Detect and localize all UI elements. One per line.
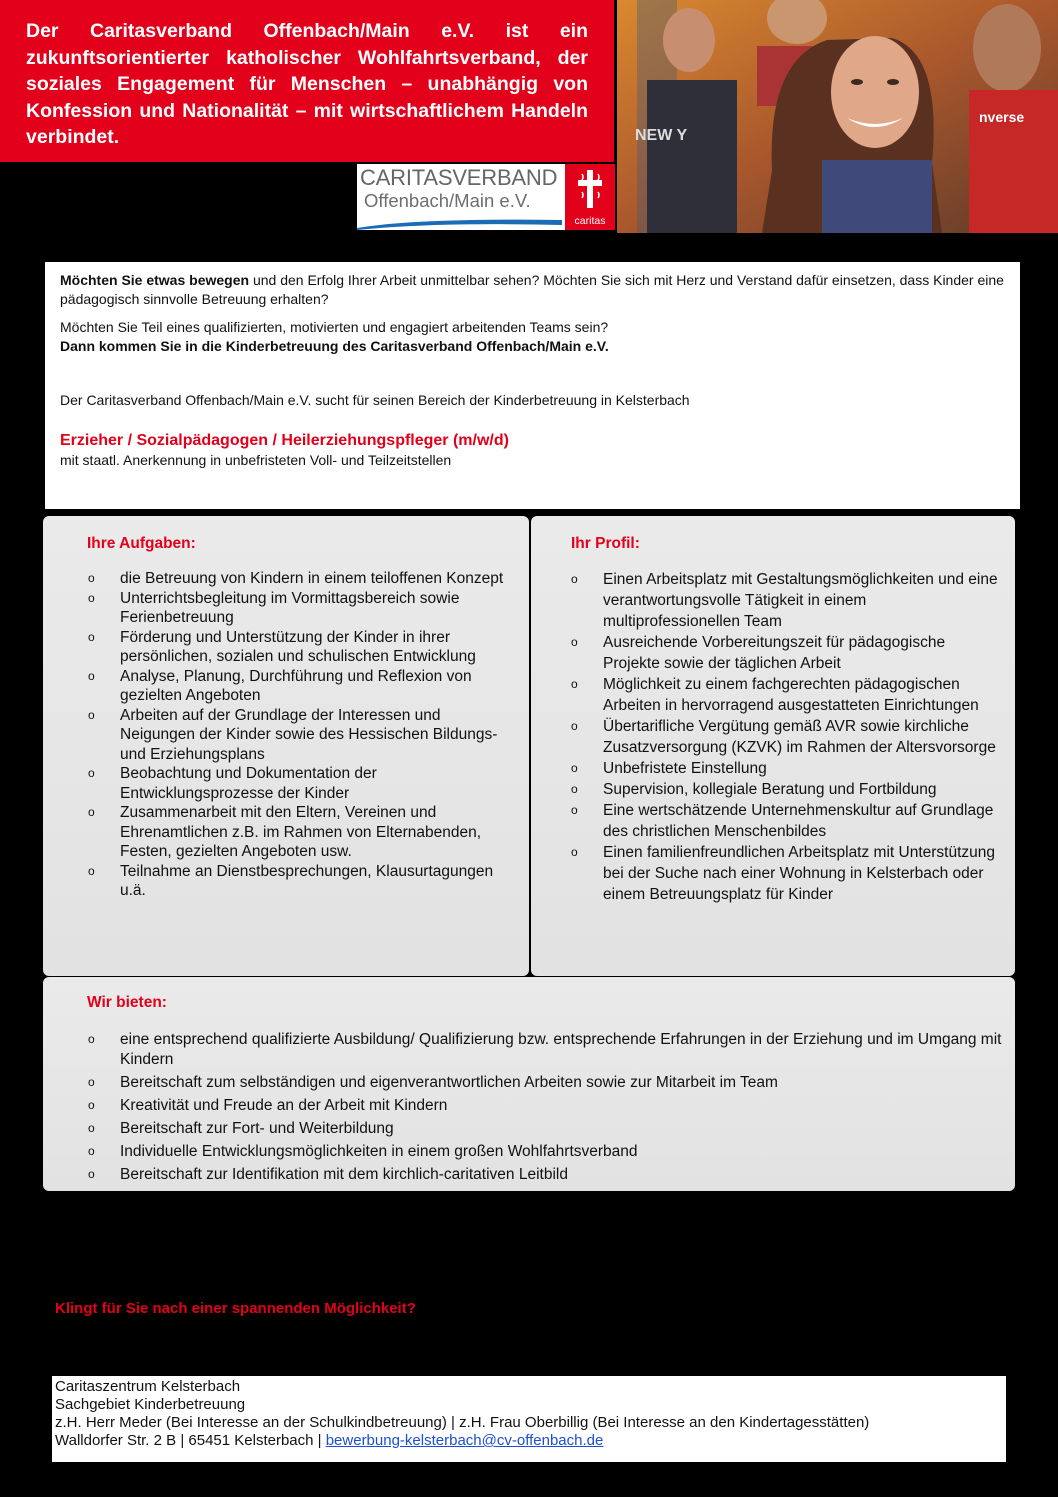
job-title: Erzieher / Sozialpädagogen / Heilerziehungspfleger (m/w/d)	[60, 432, 509, 449]
contact-line-1: Caritaszentrum Kelsterbach	[55, 1378, 241, 1395]
bullet-icon: o	[88, 1143, 95, 1158]
bullet-icon: o	[571, 719, 578, 733]
bullet-icon: o	[571, 635, 578, 649]
list-item-text: Zusammenarbeit mit den Eltern, Vereinen und Ehrenamtlichen z.B. im Rahmen von Elternabenden, Festen, gezielten Angeboten usw.	[120, 804, 482, 860]
list-item	[571, 758, 1003, 779]
list-item-text: Bereitschaft zur Identifikation mit dem kirchlich-caritativen Leitbild	[120, 1165, 568, 1183]
list-item	[88, 667, 513, 706]
logo-line2: Offenbach/Main e.V.	[364, 190, 531, 211]
list-item	[88, 589, 513, 628]
list-item	[88, 1119, 1008, 1139]
contact-line-3: z.H. Herr Meder (Bei Interesse an der Schulkindbetreuung) | z.H. Frau Oberbillig (Bei Interesse an den Kindertagesstätten)	[55, 1414, 870, 1431]
bullet-icon: o	[571, 761, 578, 775]
list-item	[571, 674, 1003, 716]
job-subtitle: mit staatl. Anerkennung in unbefristeten Voll- und Teilzeitstellen	[60, 452, 452, 468]
photo-shirt-text-1: NEW Y	[635, 127, 688, 144]
flame-cross-icon	[578, 170, 602, 208]
list-item-text: Individuelle Entwicklungsmöglichkeiten in einem großen Wohlfahrtsverband	[120, 1142, 638, 1160]
logo-wordmark	[357, 164, 565, 230]
intro-paragraph-1	[60, 271, 1004, 309]
bullet-icon: o	[88, 805, 95, 819]
photo-shirt-text-2: nverse	[979, 109, 1025, 125]
list-item	[88, 1030, 1008, 1069]
bullet-icon: o	[88, 707, 95, 722]
intro-paragraph-2: Möchten Sie Teil eines qualifizierten, motivierten und engagiert arbeitenden Teams sein?	[60, 319, 609, 335]
list-item-text: Eine wertschätzende Unternehmenskultur auf Grundlage des christlichen Menschenbildes	[603, 802, 994, 840]
contact-line-2: Sachgebiet Kinderbetreuung	[55, 1396, 246, 1413]
bullet-icon: o	[88, 1120, 95, 1135]
bieten-heading: Wir bieten:	[87, 994, 167, 1011]
intro-paragraph-3: Der Caritasverband Offenbach/Main e.V. sucht für seinen Bereich der Kinderbetreuung in Kelsterbach	[60, 392, 690, 408]
caritas-label: caritas	[574, 215, 606, 227]
list-item	[88, 569, 513, 589]
header-photo	[617, 0, 1058, 233]
list-item	[571, 800, 1003, 842]
bieten-list	[88, 1030, 1008, 1188]
list-item	[88, 764, 513, 803]
contact-block	[52, 1376, 1006, 1462]
bullet-icon: o	[88, 571, 95, 585]
intro-p1-rest: und den Erfolg Ihrer Arbeit unmittelbar sehen? Möchten Sie sich mit Herz und Verstand dafür einsetzen, dass Kinder eine pädagogisch sinnvolle Betreuung erhalten?	[60, 272, 1004, 307]
list-item-text: Supervision, kollegiale Beratung und Fortbildung	[603, 781, 937, 798]
aufgaben-heading: Ihre Aufgaben:	[87, 535, 196, 552]
list-item	[88, 1073, 1008, 1093]
list-item	[571, 569, 1003, 632]
list-item	[88, 1096, 1008, 1116]
list-item	[571, 842, 1003, 905]
list-item-text: Einen familienfreundlichen Arbeitsplatz mit Unterstützung bei der Suche nach einer Wohnung in Kelsterbach oder einem Betreuungsplatz für Kinder	[603, 844, 996, 903]
bullet-icon: o	[571, 677, 578, 691]
bullet-icon: o	[88, 629, 95, 644]
list-item-text: Arbeiten auf der Grundlage der Interessen und Neigungen der Kinder sowie des Hessischen Bildungs- und Erziehungsplans	[120, 706, 498, 763]
list-item-text: die Betreuung von Kindern in einem teiloffenen Konzept	[120, 570, 504, 587]
bullet-icon: o	[88, 1166, 95, 1181]
list-item	[571, 716, 1003, 758]
list-item-text: Ausreichende Vorbereitungszeit für pädagogische Projekte sowie der täglichen Arbeit	[603, 634, 946, 672]
header-banner	[0, 0, 614, 162]
list-item-text: Unterrichtsbegleitung im Vormittagsbereich sowie Ferienbetreuung	[120, 589, 460, 626]
intro-p2-bold: Dann kommen Sie in die Kinderbetreuung des Caritasverband Offenbach/Main e.V.	[60, 338, 609, 354]
list-item-text: Beobachtung und Dokumentation der Entwicklungsprozesse der Kinder	[120, 765, 377, 802]
list-item	[88, 628, 513, 667]
contact-address: Walldorfer Str. 2 B | 65451 Kelsterbach |	[55, 1432, 326, 1449]
list-item-text: Förderung und Unterstützung der Kinder in ihrer persönlichen, sozialen und schulischen Entwicklung	[120, 628, 476, 665]
logo-swoosh-icon	[357, 216, 562, 230]
banner-text: Der Caritasverband Offenbach/Main e.V. ist ein zukunftsorientierter katholischer Wohlfahrtsverband, der soziales Engagement für Menschen – unabhängig von Konfession und Nationalität – mit wirtschaftlichem Handeln verbindet.	[26, 20, 588, 148]
list-item-text: Bereitschaft zur Fort- und Weiterbildung	[120, 1119, 394, 1137]
bullet-icon: o	[88, 766, 95, 780]
bullet-icon: o	[571, 803, 578, 817]
list-item-text: Übertarifliche Vergütung gemäß AVR sowie kirchliche Zusatzversorgung (KZVK) im Rahmen der Altersvorsorge	[603, 718, 996, 756]
intro-p1-bold: Möchten Sie etwas bewegen	[60, 272, 250, 288]
intro-section	[45, 262, 1020, 509]
intro-paragraph-2-bold	[60, 337, 1004, 356]
list-item-text: Einen Arbeitsplatz mit Gestaltungsmöglichkeiten und eine verantwortungsvolle Tätigkeit in einem multiprofessionellen Team	[603, 571, 998, 630]
call-to-action: Klingt für Sie nach einer spannenden Möglichkeit?	[55, 1300, 416, 1317]
list-item-text: Analyse, Planung, Durchführung und Reflexion von gezielten Angeboten	[120, 667, 472, 704]
list-item-text: Unbefristete Einstellung	[603, 760, 767, 777]
bullet-icon: o	[88, 1097, 95, 1112]
list-item	[571, 779, 1003, 800]
email-link[interactable]: bewerbung-kelsterbach@cv-offenbach.de	[325, 1432, 604, 1449]
bullet-icon: o	[571, 782, 578, 796]
bieten-panel	[43, 977, 1015, 1191]
profil-heading: Ihr Profil:	[571, 535, 640, 552]
list-item	[571, 632, 1003, 674]
bullet-icon: o	[88, 1074, 95, 1089]
list-item	[88, 1165, 1008, 1185]
list-item	[88, 862, 513, 901]
list-item-text: eine entsprechend qualifizierte Ausbildung/ Qualifizierung bzw. entsprechende Erfahrungen in der Erziehung und im Umgang mit Kindern	[120, 1031, 1002, 1068]
bullet-icon: o	[88, 590, 95, 605]
bullet-icon: o	[88, 668, 95, 683]
list-item	[88, 1142, 1008, 1162]
profil-panel	[531, 516, 1015, 976]
aufgaben-list	[88, 569, 513, 901]
list-item-text: Bereitschaft zum selbständigen und eigenverantwortlichen Arbeiten sowie zur Mitarbeit im Team	[120, 1073, 778, 1091]
list-item	[88, 706, 513, 765]
profil-list	[571, 569, 1003, 905]
bullet-icon: o	[571, 572, 578, 586]
list-item-text: Möglichkeit zu einem fachgerechten pädagogischen Arbeiten in hervorragend ausgestatteten Einrichtungen	[603, 676, 979, 714]
bullet-icon: o	[571, 845, 578, 859]
caritas-emblem	[565, 164, 615, 230]
aufgaben-panel	[43, 516, 529, 976]
list-item	[88, 803, 513, 862]
team-photo-image	[617, 0, 1058, 233]
caritas-logo	[357, 164, 615, 230]
contact-line-4	[55, 1432, 1006, 1450]
list-item-text: Teilnahme an Dienstbesprechungen, Klausurtagungen u.ä.	[120, 862, 494, 899]
logo-line1: CARITASVERBAND	[360, 165, 558, 190]
bullet-icon: o	[88, 1032, 95, 1046]
bullet-icon: o	[88, 863, 95, 878]
list-item-text: Kreativität und Freude an der Arbeit mit Kindern	[120, 1096, 448, 1114]
